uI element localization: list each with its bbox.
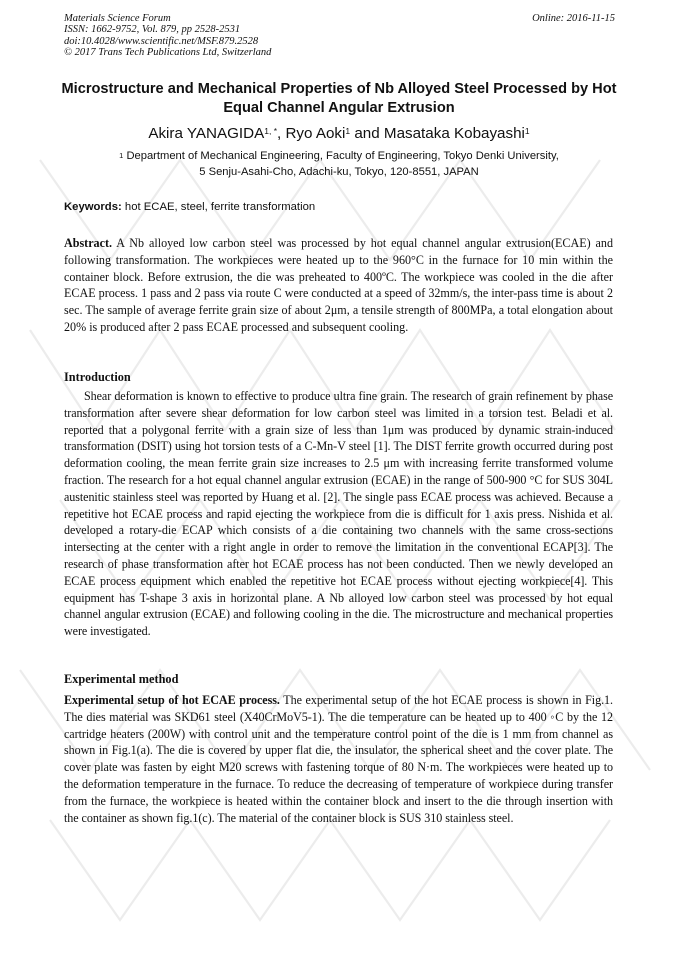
- experimental-body: [64, 692, 613, 826]
- journal-header: [64, 13, 271, 58]
- experimental-heading: Experimental method: [64, 672, 179, 686]
- doi-line[interactable]: doi:10.4028/www.scientific.net/MSF.879.2528: [64, 35, 259, 47]
- introduction-body: [64, 388, 613, 640]
- abstract-text: A Nb alloyed low carbon steel was processed by hot equal channel angular extrusion(ECAE) and following transformation. The workpieces were heated up to the 960°C in the furnace for 10 min within the container block. Before extrusion, the die was preheated to 400ºC. The workpiece was cooled in the die after ECAE process. 1 pass and 2 pass via route C were conducted at a speed of 32mm/s, the inter-pass time is about 2 sec. The sample of average ferrite grain size of about 2μm, a tensile strength of 800MPa, a total elongation about 20% is produced after 2 pass ECAE processed and subsequent cooling.: [64, 236, 613, 334]
- copyright-line: © 2017 Trans Tech Publications Ltd, Switzerland: [64, 46, 272, 58]
- introduction-heading: Introduction: [64, 370, 131, 384]
- author-affiliation-mark: 1, *: [264, 126, 278, 136]
- author-name: Ryo Aoki: [285, 125, 346, 142]
- experimental-subheading: Experimental setup of hot ECAE process.: [64, 693, 280, 707]
- keywords-label: Keywords:: [64, 201, 122, 213]
- affiliation-mark: 1: [119, 151, 124, 160]
- affiliation: [40, 149, 638, 180]
- author-affiliation-mark: 1: [345, 126, 351, 136]
- introduction-text: Shear deformation is known to effective to produce ultra fine grain. The research of grain refinement by phase transformation after severe shear deformation for low carbon steel was limited in a torsion test. Beladi et al. reported that a polygonal ferrite with a grain size of less than 1μm was produced by dynamic strain-induced transformation (DSIT) using hot torsion tests of a C-Mn-V steel [1]. The DIST ferrite growth occurred during post deformation cooling, the mean ferrite grain size increases to 2.5 μm with increasing ferrite transformed volume fraction. The research for a hot equal channel angular extrusion (ECAE) in the range of 500-900 °C for SUS 304L austenitic stainless steel was reported by Huang et al. [2]. The single pass ECAE process was achieved. Because a repetitive hot ECAE process and rapid ejecting the workpiece from die is difficult for 1 axis press. Nishida et al. developed a rotary-die ECAP which consists of a die containing two channels with the same cross-sections intersecting at the center with a right angle in order to remove the limitation in the conventional ECAP[3]. The research of phase transformation after hot ECAE process has not been conducted. Then we newly developed an ECAE process equipment which enabled the repetitive hot ECAE process without ejecting workpiece[4]. This equipment has T-shape 3 axis in horizontal plane. A Nb alloyed low carbon steel was processed by hot equal channel angular extrusion (ECAE) and following cooling in the die. The microstructure and mechanical properties were investigated.: [64, 389, 613, 639]
- abstract: [64, 235, 613, 336]
- paper-title: Microstructure and Mechanical Properties of Nb Alloyed Steel Processed by Hot Equal Channel Angular Extrusion: [61, 81, 617, 116]
- author-list: [40, 124, 638, 143]
- keywords-text: hot ECAE, steel, ferrite transformation: [124, 201, 316, 213]
- affiliation-line-2: 5 Senju-Asahi-Cho, Adachi-ku, Tokyo, 120-8551, JAPAN: [199, 165, 479, 178]
- experimental-text: The experimental setup of the hot ECAE process is shown in Fig.1. The dies material was SKD61 steel (X40CrMoV5-1). The die temperature can be heated up to 400 ◦C by the 12 cartridge heaters (200W) with control unit and the temperature control point of the die is 1 mm from channel as shown in Fig.1(a). The die is covered by upper flat die, the insulator, the spherical sheet and the cover plate. The cover plate was fasten by eight M20 screws with fastening torque of 80 N·m. The workpieces were heated up to the deformation temperature in the furnace. To reduce the decreasing of temperature of workpiece during transfer from the furnace, the workpiece is heated within the container block and insert to the die through insertion with the container as shown fig.1(c). The material of the container block is SUS 310 stainless steel.: [64, 693, 614, 825]
- author-name: Masataka Kobayashi: [383, 125, 525, 142]
- author-affiliation-mark: 1: [524, 126, 530, 136]
- affiliation-line-1: Department of Mechanical Engineering, Faculty of Engineering, Tokyo Denki University,: [126, 150, 559, 162]
- author-separator: ,: [277, 125, 286, 142]
- keywords: [64, 200, 315, 215]
- issn-line: ISSN: 1662-9752, Vol. 879, pp 2528-2531: [64, 24, 241, 36]
- online-date: Online: 2016-11-15: [532, 13, 615, 24]
- abstract-label: Abstract.: [64, 236, 113, 250]
- author-name: Akira YANAGIDA: [148, 125, 265, 142]
- journal-name: Materials Science Forum: [64, 13, 171, 24]
- author-separator: and: [350, 125, 384, 142]
